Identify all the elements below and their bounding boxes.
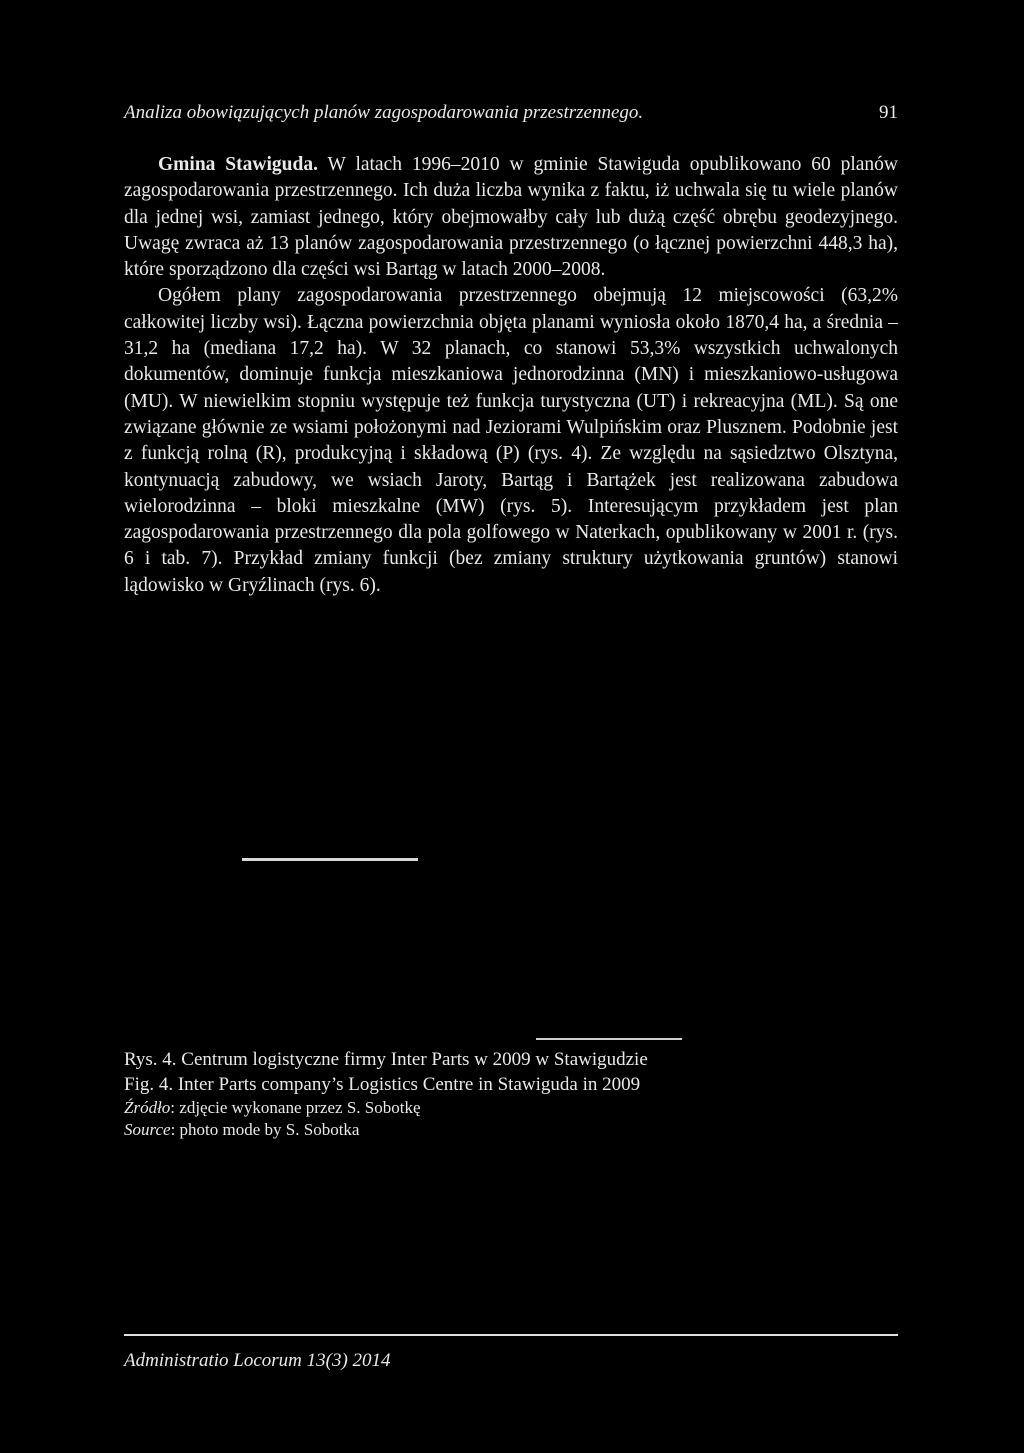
photo-artifact-line	[242, 858, 418, 861]
body-text	[124, 152, 898, 599]
source-polish-text: : zdjęcie wykonane przez S. Sobotkę	[170, 1098, 421, 1117]
footer-rule	[124, 1334, 898, 1336]
running-head	[124, 101, 898, 125]
paragraph-2-text: Ogółem plany zagospodarowania przestrzennego obejmują 12 miejscowości (63,2% całkowitej liczby wsi). Łączna powierzchnia objęta planami wyniosła około 1870,4 ha, a średnia – 31,2 ha (mediana 17,2 ha). W 32 planach, co stanowi 53,3% wszystkich uchwalonych dokumentów, dominuje funkcja mieszkaniowa jednorodzinna (MN) i mieszkaniowo-usługowa (MU). W niewielkim stopniu występuje też funkcja turystyczna (UT) i rekreacyjna (ML). Są one związane głównie ze wsiami położonymi nad Jeziorami Wulpińskim oraz Plusznem. Podobnie jest z funkcją rolną (R), produkcyjną i składową (P) (rys. 4). Ze względu na sąsiedztwo Olsztyna, kontynuacją zabudowy, we wsiach Jaroty, Bartąg i Bartążek jest realizowana zabudowa wielorodzinna – bloki mieszkalne (MW) (rys. 5). Interesującym przykładem jest plan zagospodarowania przestrzennego dla pola golfowego w Naterkach, opublikowany w 2001 r. (rys. 6 i tab. 7). Przykład zmiany funkcji (bez zmiany struktury użytkowania gruntów) stanowi lądowisko w Gryźlinach (rys. 6).	[124, 285, 898, 596]
photo-artifact-line	[536, 1038, 682, 1040]
footer-journal: Administratio Locorum 13(3) 2014	[124, 1350, 391, 1371]
figure-caption	[124, 1047, 648, 1141]
caption-polish: Rys. 4. Centrum logistyczne firmy Inter Parts w 2009 w Stawigudzie	[124, 1049, 648, 1070]
paragraph-1	[124, 152, 898, 283]
source-english-label: Source	[124, 1120, 171, 1139]
paragraph-lead: Gmina Stawiguda.	[158, 154, 318, 175]
source-polish-label: Źródło	[124, 1098, 171, 1117]
source-polish	[124, 1097, 648, 1119]
figure-photo	[124, 680, 898, 1040]
paragraph-2	[124, 283, 898, 599]
paragraph-1-text: W latach 1996–2010 w gminie Stawiguda opublikowano 60 planów zagospodarowania przestrzennego. Ich duża liczba wynika z faktu, iż uchwala się tu wiele planów dla jednej wsi, zamiast jednego, który obejmowałby cały lub dużą część obrębu geodezyjnego. Uwagę zwraca aż 13 planów zagospodarowania przestrzennego (o łącznej powierzchni 448,3 ha), które sporządzono dla części wsi Bartąg w latach 2000–2008.	[124, 154, 898, 281]
source-english	[124, 1119, 648, 1141]
page-number: 91	[879, 102, 898, 123]
caption-english: Fig. 4. Inter Parts company’s Logistics Centre in Stawiguda in 2009	[124, 1074, 641, 1095]
source-english-text: : photo mode by S. Sobotka	[170, 1120, 360, 1139]
running-head-title: Analiza obowiązujących planów zagospodarowania przestrzennego.	[124, 102, 644, 123]
